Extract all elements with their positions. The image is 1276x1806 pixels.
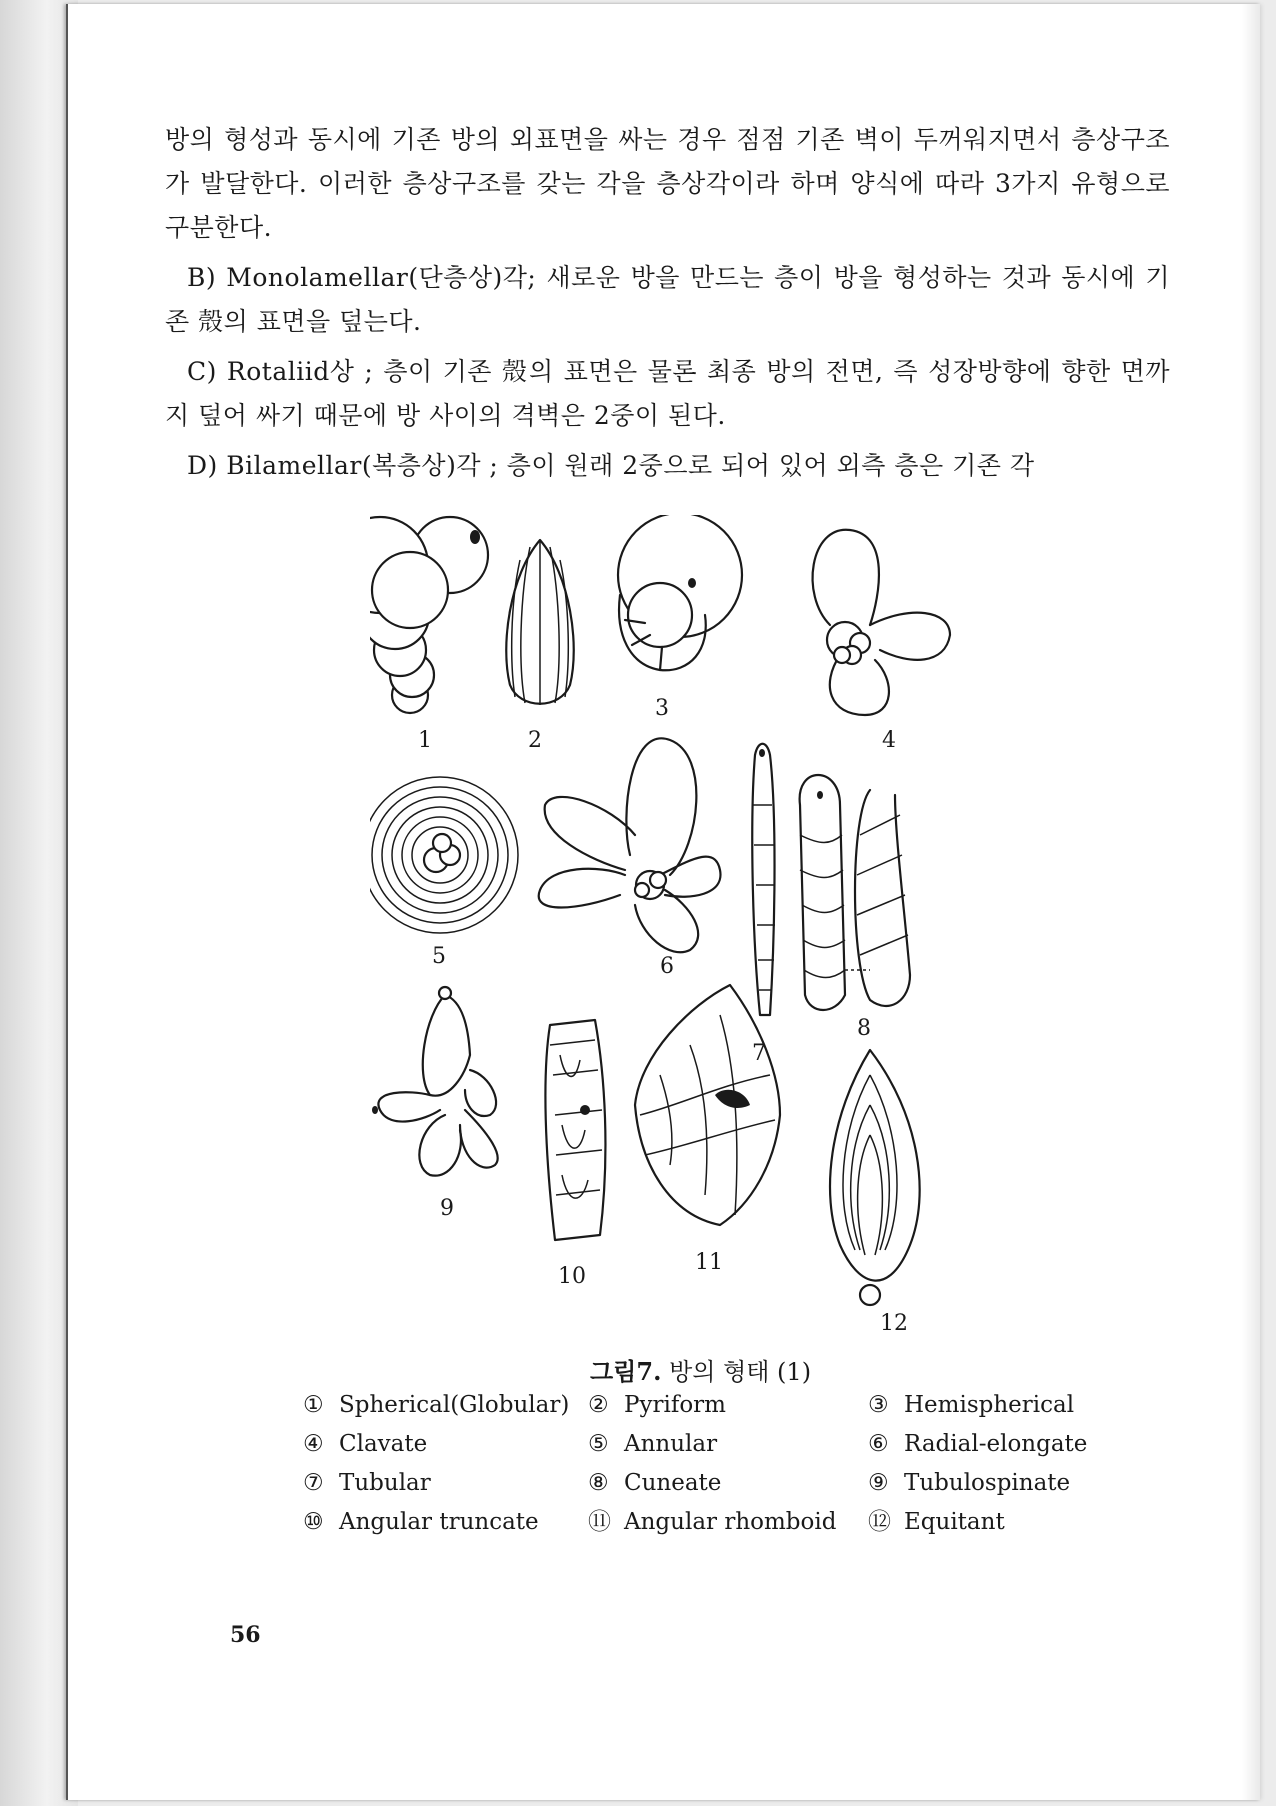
legend-item [303, 1507, 588, 1538]
legend-item [303, 1390, 588, 1421]
legend-label: Clavate [339, 1431, 428, 1457]
legend-item [868, 1468, 1128, 1499]
paragraph-rotaliid: C) Rotaliid상 ; 층이 기존 殼의 표면은 물론 최종 방의 전면, 즉 성장방향에 향한 면까지 덮어 싸기 때문에 방 사이의 격벽은 2중이 된다. [165, 357, 1170, 430]
drawing-equitant [830, 1050, 920, 1305]
legend-item [588, 1507, 868, 1538]
page-edge [1242, 4, 1260, 1800]
figure-caption [590, 1352, 811, 1387]
legend-number: ③ [868, 1392, 889, 1418]
figure-label-10: 10 [558, 1264, 586, 1289]
figure-label-6: 6 [660, 954, 674, 979]
figure-label-9: 9 [440, 1196, 454, 1221]
legend-item [588, 1468, 868, 1499]
figure-label-2: 2 [528, 728, 542, 753]
legend-item [588, 1429, 868, 1460]
legend-label: Annular [624, 1431, 718, 1457]
legend-number: ⑫ [868, 1509, 891, 1535]
figure-label-4: 4 [882, 728, 896, 753]
paragraph-intro: 방의 형성과 동시에 기존 방의 외표면을 싸는 경우 점점 기존 벽이 두꺼워지면서 층상구조가 발달한다. 이러한 층상구조를 갖는 각을 층상각이라 하며 양식에 따라 3가지 유형으로 구분한다. [165, 125, 1170, 242]
legend-label: Tubulospinate [904, 1470, 1071, 1496]
drawing-angular-rhomboid [635, 985, 780, 1225]
figure-label-5: 5 [432, 944, 446, 969]
body-text [165, 118, 1170, 488]
drawing-pyriform [506, 540, 574, 705]
drawing-hemispherical [618, 515, 742, 670]
figure-label-7: 7 [752, 1041, 766, 1066]
drawing-annular [370, 777, 518, 933]
figure-label-11: 11 [695, 1250, 723, 1275]
legend-item [868, 1390, 1128, 1421]
figure-label-1: 1 [418, 728, 432, 753]
paragraph-bilamellar: D) Bilamellar(복층상)각 ; 층이 원래 2중으로 되어 있어 외측 층은 기존 각 [187, 451, 1035, 480]
page-number: 56 [230, 1622, 261, 1648]
paragraph-monolamellar: B) Monolamellar(단층상)각; 새로운 방을 만드는 층이 방을 형성하는 것과 동시에 기존 殼의 표면을 덮는다. [165, 263, 1170, 336]
legend-number: ⑥ [868, 1431, 889, 1457]
figure-label-12: 12 [880, 1311, 908, 1335]
legend-item [868, 1429, 1128, 1460]
caption-text: 방의 형태 (1) [661, 1358, 812, 1386]
legend-label: Pyriform [624, 1392, 726, 1418]
chamber-shapes-drawing [370, 515, 1090, 1335]
legend-label: Equitant [904, 1509, 1005, 1535]
legend-item [588, 1390, 868, 1421]
legend-item [303, 1429, 588, 1460]
drawing-tubulospinate [372, 987, 498, 1176]
legend-number: ① [303, 1392, 324, 1418]
legend-number: ⑩ [303, 1509, 324, 1535]
figure-legend [303, 1390, 1163, 1538]
legend-number: ⑧ [588, 1470, 609, 1496]
legend-number: ④ [303, 1431, 324, 1457]
drawing-radial-elongate [539, 738, 721, 952]
drawing-spherical [370, 517, 488, 713]
legend-number: ⑨ [868, 1470, 889, 1496]
caption-figure-number: 그림7. [590, 1357, 662, 1386]
legend-label: Angular rhomboid [624, 1509, 837, 1535]
figure-chamber-shapes [370, 515, 1090, 1335]
legend-label: Cuneate [624, 1470, 722, 1496]
legend-label: Spherical(Globular) [339, 1392, 570, 1418]
drawing-tubular [752, 744, 775, 1015]
drawing-angular-truncate [545, 1020, 605, 1240]
legend-number: ⑪ [588, 1509, 611, 1535]
legend-number: ⑦ [303, 1470, 324, 1496]
legend-number: ② [588, 1392, 609, 1418]
drawing-cuneate [800, 775, 910, 1010]
legend-item [868, 1507, 1128, 1538]
legend-label: Radial-elongate [904, 1431, 1088, 1457]
legend-item [303, 1468, 588, 1499]
figure-label-8: 8 [857, 1016, 871, 1041]
figure-label-3: 3 [655, 696, 669, 721]
legend-label: Tubular [339, 1470, 431, 1496]
drawing-clavate [813, 530, 950, 715]
legend-number: ⑤ [588, 1431, 609, 1457]
legend-label: Hemispherical [904, 1392, 1075, 1418]
legend-label: Angular truncate [339, 1509, 539, 1535]
